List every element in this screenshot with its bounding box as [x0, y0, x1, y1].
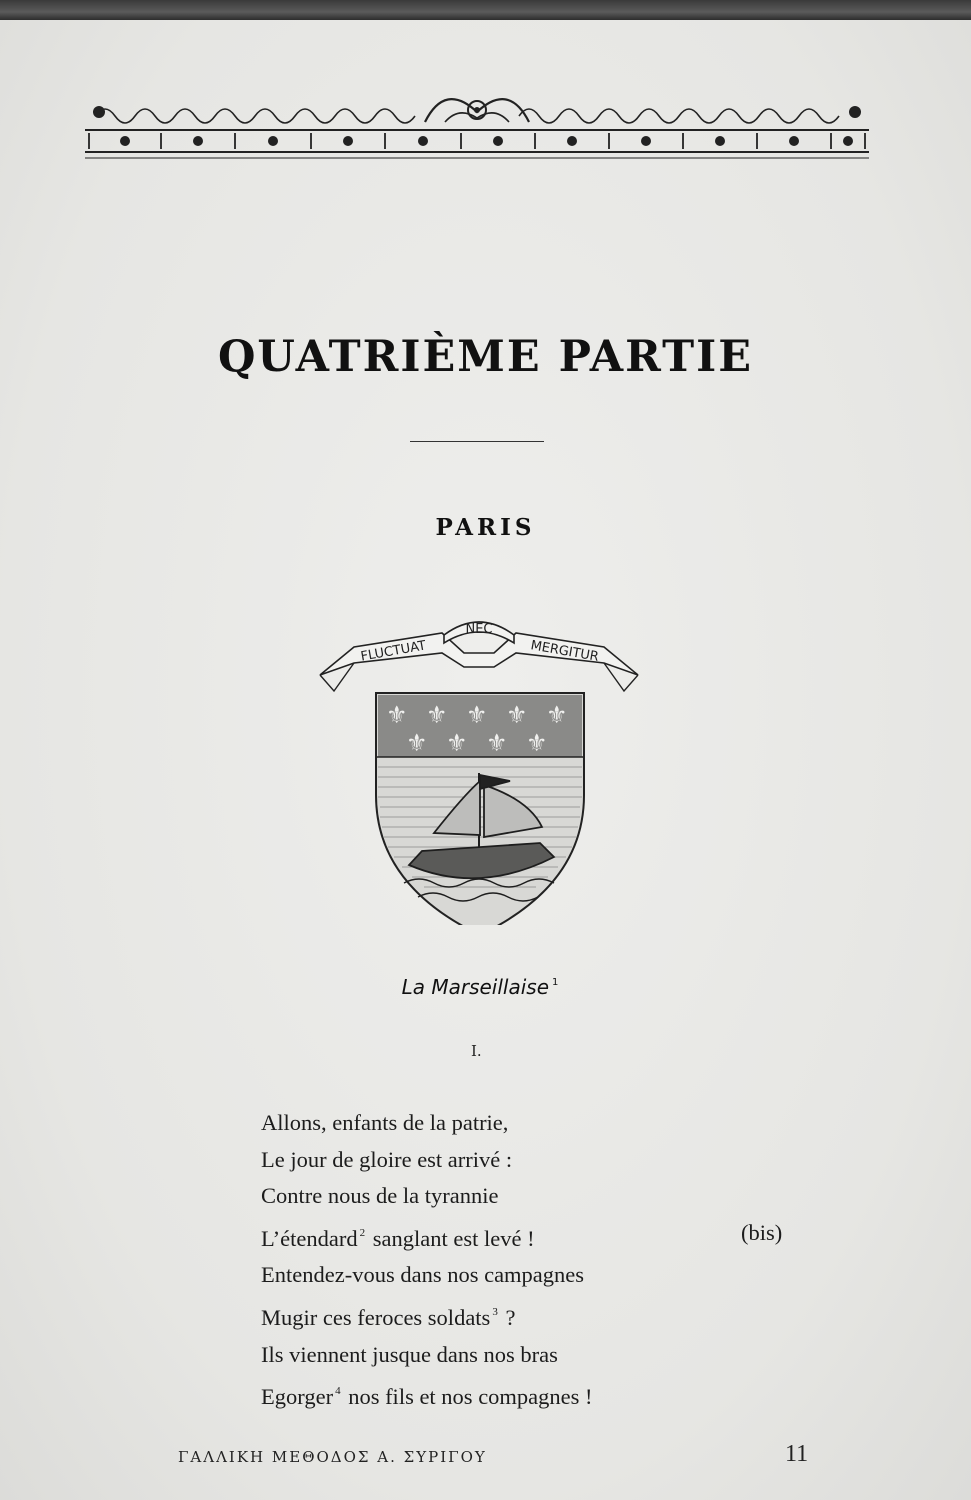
verse-text: nos fils et nos compagnes ! [342, 1384, 593, 1410]
book-page [0, 20, 971, 1500]
svg-text:⚜: ⚜ [386, 701, 408, 729]
svg-text:⚜: ⚜ [466, 701, 488, 729]
scan-top-edge [0, 0, 971, 20]
verse-text: Egorger [261, 1384, 334, 1410]
svg-text:⚜: ⚜ [546, 701, 568, 729]
verse-line [261, 1215, 821, 1258]
paris-coat-of-arms [314, 595, 644, 925]
verse-line [261, 1294, 821, 1337]
verse-text: sanglant est levé ! [367, 1225, 535, 1251]
song-title-text: La Marseillaise [401, 975, 550, 999]
svg-text:⚜: ⚜ [446, 729, 468, 757]
decorative-header-ornament [85, 92, 869, 162]
motto-middle: NEC [465, 622, 493, 637]
verse-line [261, 1373, 821, 1416]
verse-line: Contre nous de la tyrannie [261, 1183, 499, 1209]
title-divider [410, 441, 544, 442]
svg-text:⚜: ⚜ [486, 729, 508, 757]
verse-text: ? [499, 1304, 516, 1330]
svg-text:⚜: ⚜ [406, 729, 428, 757]
motto-left: FLUCTUAT [359, 638, 428, 665]
motto-banner [320, 622, 638, 691]
page-number: 11 [785, 1441, 809, 1467]
stanza-number: I. [471, 1042, 482, 1060]
footnote-marker: 2 [359, 1226, 366, 1239]
verse-text: L’étendard [261, 1225, 358, 1251]
svg-text:⚜: ⚜ [426, 701, 448, 729]
footnote-marker: 4 [335, 1385, 341, 1398]
running-footer: ΓΑΛΛΙΚΗ ΜΕΘΟΔΟΣ Α. ΣΥΡΙΓΟΥ [178, 1448, 487, 1466]
footnote-marker: 1 [552, 977, 559, 988]
shield [376, 693, 584, 925]
song-title [0, 975, 960, 999]
svg-text:⚜: ⚜ [526, 729, 548, 757]
verse-line: Entendez-vous dans nos campagnes [261, 1262, 585, 1288]
verse-block [261, 1105, 821, 1416]
verse-line: Allons, enfants de la patrie, [261, 1110, 509, 1135]
verse-text: Mugir ces feroces soldats [261, 1304, 491, 1330]
verse-line: Le jour de gloire est arrivé : [261, 1146, 513, 1172]
footnote-marker: 3 [492, 1305, 498, 1318]
verse-line: Ils viennent jusque dans nos bras [261, 1341, 558, 1367]
section-title: PARIS [435, 514, 536, 541]
motto-right: MERGITUR [529, 638, 600, 665]
svg-text:⚜: ⚜ [506, 701, 528, 729]
repeat-marker: (bis) [741, 1219, 783, 1245]
part-title: QUATRIÈME PARTIE [217, 332, 754, 382]
